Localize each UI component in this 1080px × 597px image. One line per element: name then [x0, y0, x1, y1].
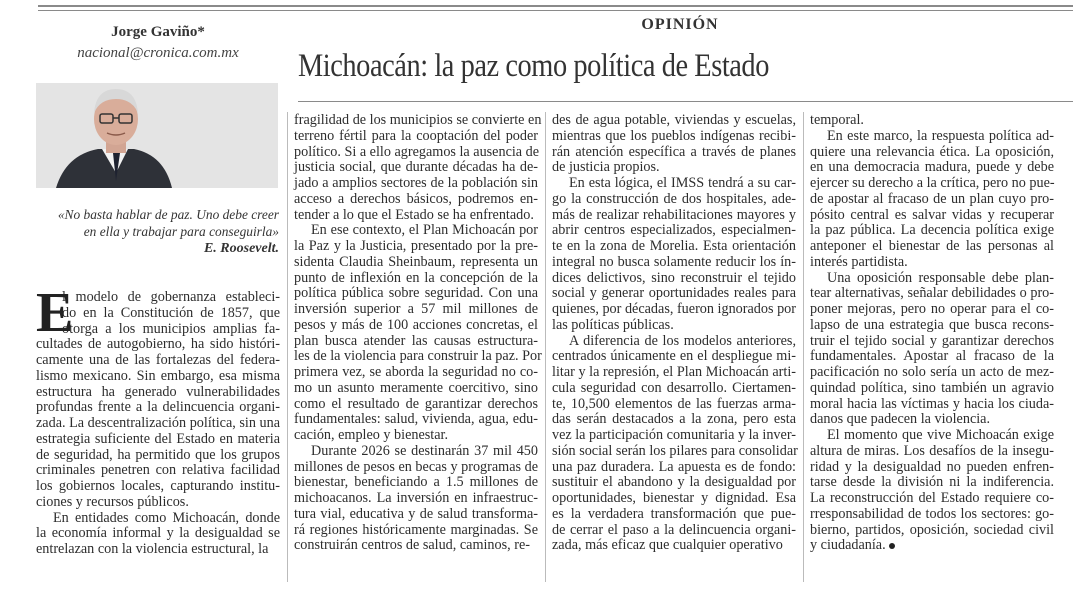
text-line: El momento que vive Michoacán exige	[827, 427, 1054, 443]
text-line: entrelazan con la violencia estructural, la	[36, 541, 269, 557]
text-line: profundas frente a la delincuencia organi-	[36, 399, 280, 416]
paragraph	[36, 511, 280, 558]
text-line: oportunidades, bienestar y dignidad. Esa	[552, 490, 796, 506]
text-line: En esta lógica, el IMSS tendrá a su car-	[569, 175, 796, 191]
headline: Michoacán: la paz como política de Estado	[298, 48, 769, 84]
text-line: de justicia propios.	[552, 159, 660, 176]
text-line: cula seguridad con desarrollo. Ciertamen-	[552, 379, 796, 396]
text-line: política pública sobre seguridad. Con una	[294, 285, 538, 302]
drop-cap: E	[36, 282, 74, 344]
text-line: integral no busca solamente reducir los ín-	[552, 253, 796, 270]
text-line: rán atención específica a través de planes	[552, 143, 796, 160]
column-divider	[545, 112, 546, 582]
text-line: tender a lo que el Estado se ha enfrentado.	[294, 206, 534, 223]
author-name: Jorge Gaviño*	[111, 24, 205, 40]
text-line: rresponsabilidad de todos los sectores: go-	[810, 505, 1054, 522]
text-line: en una democracia madura, puede y debe	[810, 159, 1054, 176]
text-line: pósito central es salvar vidas y recuperar	[810, 206, 1054, 223]
text-line: altura de miras. Los desafíos de la insegu-	[810, 442, 1054, 459]
column-divider	[287, 112, 288, 582]
text-line: te, 10,500 elementos de las fuerzas arma-	[552, 395, 796, 412]
top-rule	[38, 5, 1073, 7]
text-line: la Paz y la Justicia, presentado por la pre-	[294, 238, 538, 254]
author-photo	[36, 83, 278, 188]
text-line: inversión superior a 57 mil millones de	[294, 301, 538, 317]
text-line: quienes, por décadas, fueron ignorados por	[552, 301, 796, 317]
text-line: En entidades como Michoacán, donde	[53, 509, 280, 526]
text-line: pacificación no solo sería un acto de mez-	[810, 364, 1054, 380]
text-line: En ese contexto, el Plan Michoacán por	[311, 222, 538, 239]
article-column-2	[294, 112, 542, 554]
text-line: quindad política, sino también un agravio	[810, 379, 1054, 396]
text-line: ciones y recursos públicos.	[36, 493, 189, 510]
text-line: justicia social, que durante décadas ha de-	[294, 159, 538, 176]
text-line: construirán centros de salud, caminos, re-	[294, 537, 530, 554]
text-line: bierno, partidos, oposición, sociedad civil	[810, 521, 1054, 538]
text-line: fundamentales. Apostar al fracaso de la	[810, 348, 1054, 365]
text-line: jado a amplios sectores de la población sin	[294, 175, 538, 191]
text-line: anteponer el bienestar de las personas al	[810, 238, 1054, 254]
text-line: fragilidad de los municipios se convierte en	[294, 112, 542, 128]
text-line: ejercer su derecho a la crítica, pero no pue-	[810, 175, 1055, 191]
text-line: moral hacia las víctimas y hacia los ciuda-	[810, 395, 1054, 412]
text-line: temporal.	[810, 112, 864, 128]
text-line: más de realizar rehabilitaciones mayores y	[552, 206, 796, 223]
end-of-article-icon	[889, 543, 895, 549]
text-line: mientras que los pueblos indígenas recibi-	[552, 127, 796, 144]
text-line: abrir centros especializados, especialmen-	[552, 222, 796, 239]
text-line: quiere una relevancia ética. La oposición,	[810, 143, 1054, 160]
text-line: cación, empleo y bienestar.	[294, 427, 449, 443]
text-line: fundamentales: salud, vivienda, agua, edu-	[294, 411, 538, 428]
text-line: de apostar al fracaso de un plan cuyo pro-	[810, 190, 1054, 207]
text-line: de cerrar el paso a la delincuencia organi-	[552, 521, 796, 538]
text-line: camente una de las fortalezas del federa-	[36, 352, 280, 368]
text-line: terreno fértil para la cooptación del poder	[294, 127, 538, 144]
text-line: político. Si a ello agregamos la ausencia de	[294, 143, 540, 160]
text-line: zada, más eficaz que cualquier operativo	[552, 537, 783, 554]
text-line: estructura ha generado vulnerabilidades	[36, 383, 280, 400]
paragraph	[294, 444, 538, 554]
quote-line: «No basta hablar de paz. Uno debe creer	[57, 207, 279, 222]
paragraph	[810, 271, 1054, 429]
text-line: do en la Constitución de 1857, que	[62, 304, 280, 321]
text-line: la paz pública. La decencia política exige	[810, 222, 1054, 239]
quote-author: E. Roosevelt.	[203, 241, 279, 256]
text-line: les de la violencia para construir la paz. Por	[294, 348, 542, 365]
quote-line: en ella y trabajar para conseguirla»	[83, 224, 279, 239]
top-rule-thin	[38, 10, 1073, 11]
section-label: OPINIÓN	[641, 16, 719, 33]
text-line: truir el tejido social y garantizar derechos	[810, 332, 1054, 349]
text-line: mo un asunto meramente coercitivo, sino	[294, 379, 538, 396]
text-line: l modelo de gobernanza estableci-	[62, 289, 280, 305]
text-line: y ciudadanía.	[810, 538, 1054, 554]
text-line: des de agua potable, viviendas y escuelas,	[552, 112, 796, 128]
text-line: poner mejoras, pero no operar para el co-	[810, 301, 1054, 317]
text-line: go la construcción de dos hospitales, ade-	[552, 190, 796, 207]
text-line: las políticas públicas.	[552, 316, 674, 333]
text-line: sión social serán los pilares para consolidar	[552, 442, 798, 459]
text-line: pesos y más de 100 acciones concretas, el	[294, 316, 538, 333]
text-line: lismo mexicano. Sin embargo, esa misma	[36, 367, 280, 384]
text-line: litar y la represión, el Plan Michoacán arti-	[552, 364, 796, 380]
article-column-4	[810, 113, 1054, 554]
paragraph	[294, 222, 542, 444]
text-line: tarse desde la división ni la indiferencia.	[810, 474, 1054, 491]
text-line: cultades de autogobierno, ha sido históri-	[36, 336, 280, 353]
author-portrait-icon	[36, 83, 278, 188]
column-divider	[803, 112, 804, 582]
text-line: tura vial, educativa y de salud transforma-	[294, 505, 538, 522]
text-line: rá regiones históricamente marginadas. Se	[294, 521, 538, 538]
text-line: lapso de una estrategia que busca recons-	[810, 316, 1054, 333]
author-email[interactable]: nacional@cronica.com.mx	[77, 45, 239, 61]
text-line: danos que padecen la violencia.	[810, 411, 991, 428]
text-line: vez la participación comunitaria y la inver-	[552, 427, 796, 443]
text-line: punto de inflexión en la concepción de la	[294, 269, 538, 286]
headline-rule	[298, 101, 1073, 102]
paragraph	[294, 112, 542, 223]
text-line: te en la zona de Morelia. Esta orientación	[552, 238, 796, 254]
paragraph	[552, 176, 796, 334]
text-line: criminales penetren con relativa facilidad	[36, 462, 280, 479]
paragraph	[810, 113, 1054, 129]
text-line: tear alternativas, señalar debilidades o pro-	[810, 285, 1054, 302]
text-line: A diferencia de los modelos anteriores,	[569, 332, 796, 349]
text-line: es la verdadera transformación que pue-	[552, 505, 796, 522]
paragraph	[552, 334, 796, 555]
text-line: estrategia suficiente del Estado en materia	[36, 430, 280, 447]
text-line: plan busca atender las causas estructura-	[294, 332, 538, 349]
text-line: michoacanos. La inversión en infraestruc-	[294, 490, 538, 506]
epigraph-quote	[36, 206, 279, 257]
text-line: interés partidista.	[810, 253, 908, 270]
text-line: Una oposición responsable debe plan-	[827, 269, 1054, 286]
text-line: das serán destacados a la zona, pero esta	[552, 411, 796, 428]
text-line: la economía informal y la desigualdad se	[36, 525, 280, 542]
article-column-1	[36, 282, 280, 558]
text-line: bienestar, beneficiando a 1.5 millones de	[294, 474, 538, 491]
text-line: primera vez, se aborda la seguridad no co-	[294, 364, 538, 380]
text-line: social y generar oportunidades reales para	[552, 285, 796, 302]
paragraph	[552, 113, 796, 176]
text-line: sidenta Claudia Sheinbaum, representa un	[294, 253, 538, 270]
text-line: En este marco, la respuesta política ad-	[827, 127, 1054, 144]
text-line: dices delictivos, sino reconstruir el tejido	[552, 269, 796, 286]
text-line: ridad y la desigualdad no pueden enfren-	[810, 458, 1054, 475]
text-line: como el resultado de garantizar derechos	[294, 395, 538, 412]
text-line: una paz duradera. La apuesta es de fondo:	[552, 458, 796, 475]
article-column-3	[552, 113, 796, 554]
text-line: zada. La descentralización política, sin una	[36, 415, 280, 431]
paragraph	[810, 129, 1054, 271]
text-line: millones de pesos en becas y programas de	[294, 458, 538, 475]
text-line: acceso a derechos básicos, podremos en-	[294, 190, 538, 207]
text-line: los gobiernos locales, capturando institu-	[36, 478, 280, 494]
text-line: otorga a los municipios amplias fa-	[62, 320, 280, 337]
text-line: Durante 2026 se destinarán 37 mil 450	[311, 442, 538, 459]
text-line: de seguridad, ha permitido que los grupos	[36, 446, 280, 463]
text-line: La reconstrucción del Estado requiere co-	[810, 490, 1054, 506]
paragraph	[810, 428, 1054, 554]
text-line: sustituir el abandono y la desigualdad por	[552, 474, 796, 491]
text-line: centrados únicamente en el despliegue mi-	[552, 348, 796, 365]
